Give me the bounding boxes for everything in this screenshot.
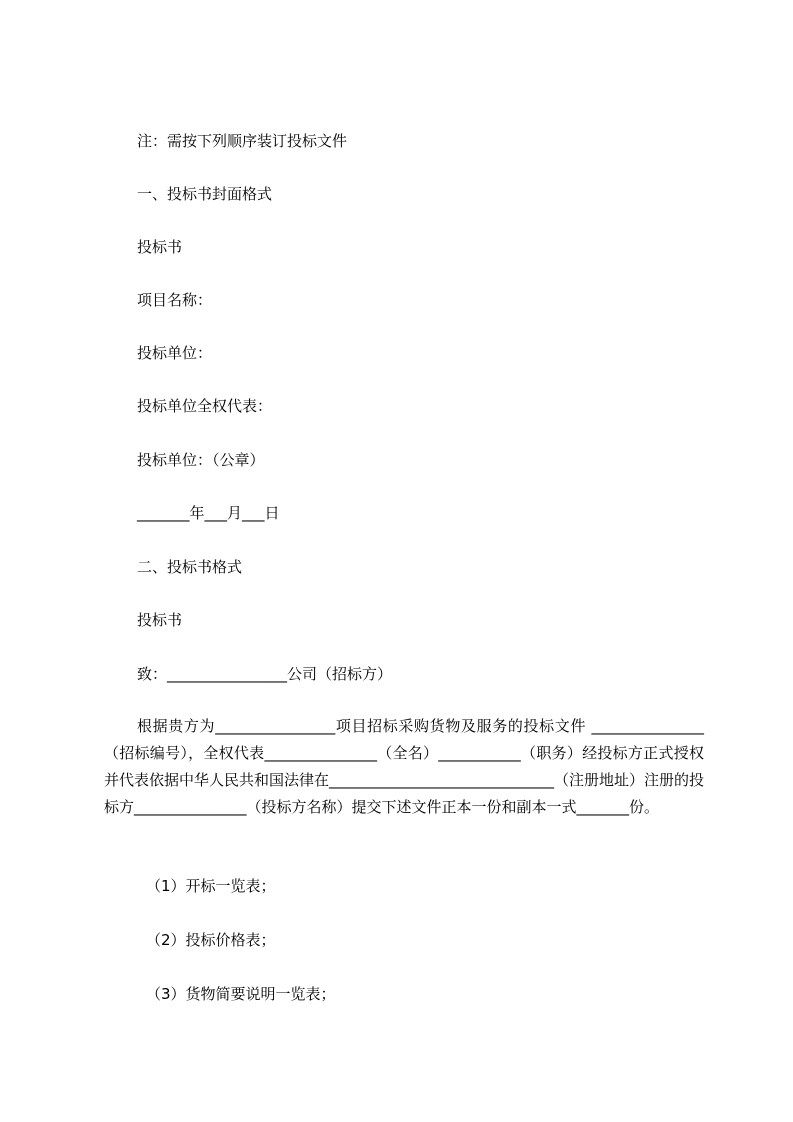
list-item: （2）投标价格表； bbox=[146, 931, 276, 949]
to-line: 致：________________公司（招标方） bbox=[137, 665, 393, 683]
bidder-seal-label: 投标单位：（公章） bbox=[137, 451, 265, 469]
note-line: 注：需按下列顺序装订投标文件 bbox=[137, 132, 348, 150]
section1-heading: 一、投标书封面格式 bbox=[137, 185, 273, 203]
cover-title: 投标书 bbox=[137, 238, 183, 256]
bidder-label: 投标单位： bbox=[137, 344, 213, 362]
project-name-label: 项目名称： bbox=[137, 291, 213, 309]
list-item: （1）开标一览表； bbox=[146, 877, 276, 895]
section2-heading: 二、投标书格式 bbox=[137, 558, 243, 576]
bidder-rep-label: 投标单位全权代表： bbox=[137, 397, 273, 415]
date-line: _______年___月___日 bbox=[137, 504, 280, 522]
list-item: （3）货物简要说明一览表； bbox=[146, 985, 336, 1003]
body-paragraph: 根据贵方为________________项目招标采购货物及服务的投标文件 _______________（招标编号），全权代表_______________（全名）___________（职务）经投标方正式授权并代表依据中华人民共和国法律在______________________________（注册地址）注册的投标方_______________（投标方名称）提交下述文件正本一份和副本一式_______份。 bbox=[104, 717, 705, 816]
letter-title: 投标书 bbox=[137, 611, 183, 629]
